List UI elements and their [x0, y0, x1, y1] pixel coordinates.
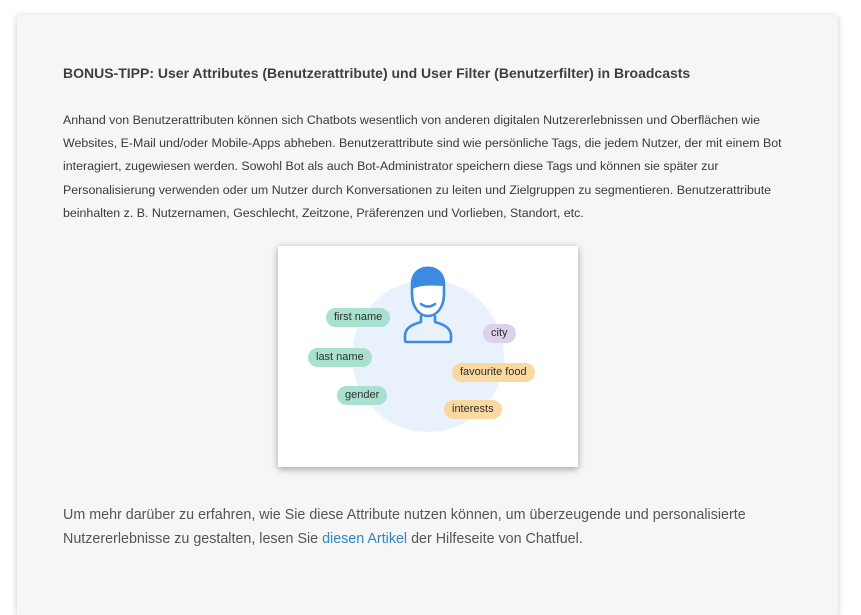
user-attributes-illustration [278, 246, 578, 467]
tag-favourite-food: favourite food [452, 363, 535, 382]
tag-interests: interests [444, 400, 502, 419]
help-article-link[interactable]: diesen Artikel [322, 531, 408, 547]
article-title: BONUS-TIPP: User Attributes (Benutzerattribute) und User Filter (Benutzerfilter) in Broadcasts [63, 65, 691, 81]
intro-paragraph: Anhand von Benutzerattributen können sich Chatbots wesentlich von anderen digitalen Nutzererlebnissen und Oberflächen wie Websites, E-Mail und/oder Mobile-Apps abheben. Benutzerattribute sind wie persönliche Tags, die jedem Nutzer, der mit einem Bot interagiert, zugewiesen werden. Sowohl Bot als auch Bot-Administrator speichern diese Tags und können sie später zur Personalisierung verwenden oder um Nutzer durch Konversationen zu leiten und Zielgruppen zu segmentieren. Benutzerattribute beinhalten z. B. Nutzernamen, Geschlecht, Zeitzone, Präferenzen und Vorlieben, Standort, etc. [63, 113, 782, 220]
tag-city: city [483, 324, 516, 343]
outro-text-after: der Hilfeseite von Chatfuel. [407, 531, 583, 547]
tag-last-name: last name [308, 348, 372, 367]
tag-first-name: first name [326, 308, 390, 327]
outro-paragraph [63, 503, 803, 551]
article-card [17, 15, 838, 615]
outro-text-before: Um mehr darüber zu erfahren, wie Sie diese Attribute nutzen können, um überzeugende und personalisierte Nutzererlebnisse zu gestalten, lesen Sie [63, 507, 746, 547]
tag-gender: gender [337, 386, 387, 405]
